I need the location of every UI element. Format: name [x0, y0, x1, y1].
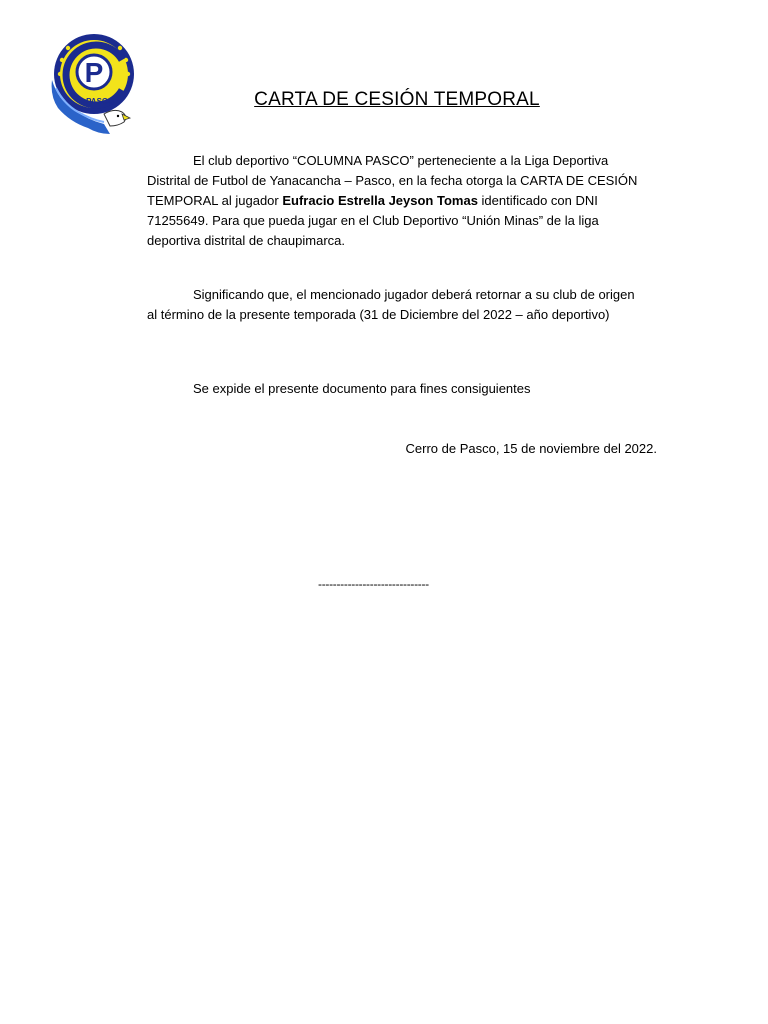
club-logo [48, 30, 138, 140]
paragraph-1-text-b: identificado con DNI 71255649. Para que pueda jugar en el Club Deportivo “Unión Minas” de la liga deportiva distrital de chaupimarca. [147, 193, 599, 248]
player-name: Eufracio Estrella Jeyson Tomas [282, 193, 478, 208]
paragraph-2 [147, 285, 647, 325]
paragraph-1 [147, 151, 647, 251]
logo-letter: P [84, 57, 104, 88]
date-line: Cerro de Pasco, 15 de noviembre del 2022. [405, 441, 657, 456]
signature-line: ------------------------------ [318, 577, 429, 591]
paragraph-1-text-a: El club deportivo “COLUMNA PASCO” perteneciente a la Liga Deportiva Distrital de Futbol de Yanacancha – Pasco, en la fecha otorga la CARTA DE CESIÓN TEMPORAL al jugador [147, 153, 638, 208]
paragraph-3-text: Se expide el presente documento para fines consiguientes [193, 381, 531, 396]
logo-text: PASCO [86, 97, 114, 106]
document-title: CARTA DE CESIÓN TEMPORAL [254, 89, 540, 110]
paragraph-2-text: Significando que, el mencionado jugador deberá retornar a su club de origen al término de la presente temporada (31 de Diciembre del 2022 – año deportivo) [147, 287, 635, 322]
paragraph-3 [147, 379, 647, 399]
